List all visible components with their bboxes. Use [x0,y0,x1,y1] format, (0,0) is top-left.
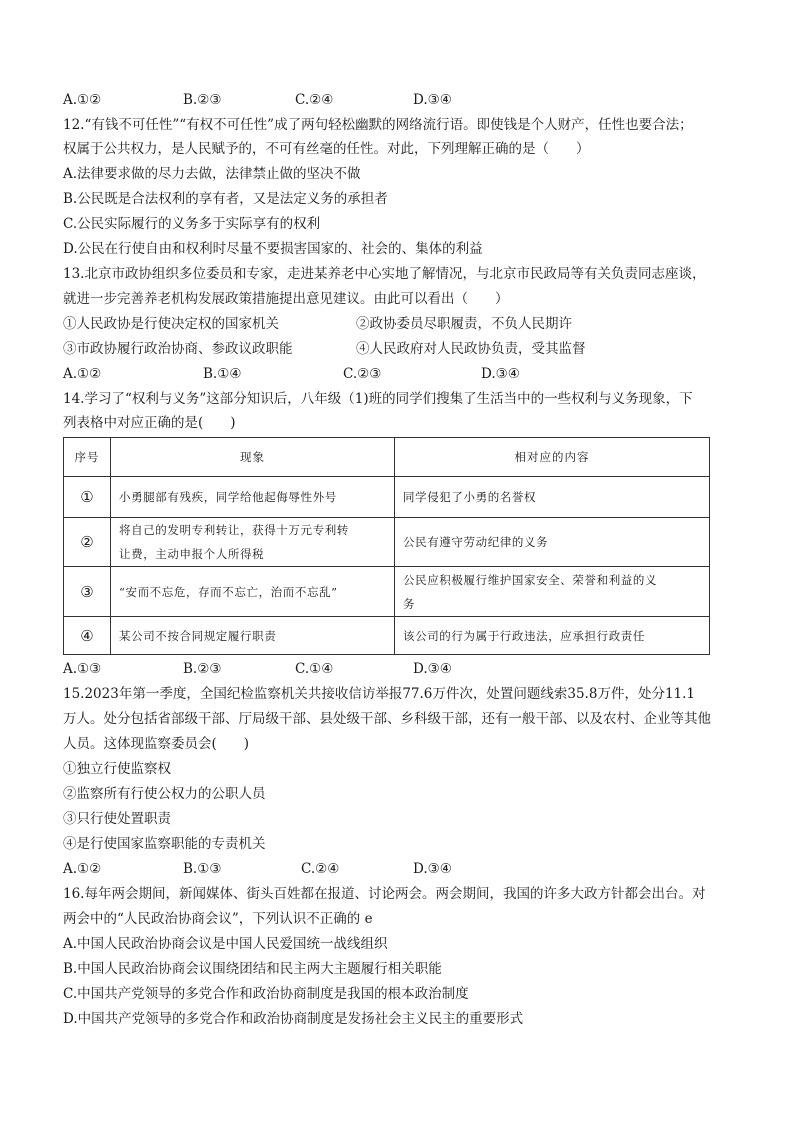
q14-stem-line-1: 14.学习了“权利与义务”这部分知识后，八年级（1)班的同学们搜集了生活当中的一些权利与义务现象，下 [63,391,693,407]
q12-stem-line-2: 权属于公共权力，是人民赋予的，不可有丝毫的任性。对此，下列理解正确的是（ ） [63,141,590,157]
row-content: 该公司的行为属于行政违法，应承担行政责任 [395,617,710,655]
q11-option-d: D.③④ [413,92,452,108]
q13-item-4: ④人民政府对人民政协负责，受其监督 [356,341,586,357]
q13-item-2: ②政协委员尽职履责，不负人民期许 [356,316,572,332]
q13-option-c: C.②③ [343,366,382,382]
row-content-line-1: 公民应积极履行维护国家安全、荣誉和利益的义 [403,572,658,587]
row-phenomenon: “安而不忘危，存而不忘亡，治而不忘乱” [111,567,395,617]
q15-item-4: ④是行使国家监察职能的专责机关 [63,836,266,852]
q15-option-b: B.①③ [183,861,222,877]
q12-option-a: A.法律要求做的尽力去做，法律禁止做的坚决不做 [63,166,361,182]
q16-option-b: B.中国人民政治协商会议围绕团结和民主两大主题履行相关职能 [63,961,442,977]
q14-stem-line-2: 列表格中对应正确的是( ) [63,415,236,431]
q13-option-b: B.①④ [203,366,242,382]
table-row [64,518,710,567]
q15-option-a: A.①② [63,861,102,877]
q12-stem-line-1: 12.“有钱不可任性”“有权不可任性”成了两句轻松幽默的网络流行语。即使钱是个人财产，任性也要合法； [63,117,693,133]
table-header-content: 相对应的内容 [395,438,710,477]
q13-stem-line-1: 13.北京市政协组织多位委员和专家，走进某养老中心实地了解情况，与北京市民政局等有关负责同志座谈， [63,266,706,282]
q11-option-b: B.②③ [183,92,222,108]
q16-stem-line-1: 16.每年两会期间，新闻媒体、街头百姓都在报道、讨论两会。两会期间，我国的许多大政方针都会出台。对 [63,886,706,902]
row-phenomenon: 小勇腿部有残疾，同学给他起侮辱性外号 [111,477,395,518]
row-number: ④ [64,617,111,655]
table-row [64,617,710,655]
q16-option-d: D.中国共产党领导的多党合作和政治协商制度是发扬社会主义民主的重要形式 [63,1011,524,1027]
row-number: ③ [64,567,111,617]
row-number: ① [64,477,111,518]
table-header-no: 序号 [64,438,111,477]
row-phenomenon: 某公司不按合同规定履行职责 [111,617,395,655]
q15-stem-line-1: 15.2023年第一季度，全国纪检监察机关共接收信访举报77.6万件次，处置问题线索35.8万件，处分11.1 [63,686,696,702]
q11-option-a: A.①② [63,92,102,108]
row-phenomenon-line-2: 让费，主动申报个人所得税 [119,547,265,561]
q13-option-d: D.③④ [481,366,520,382]
q13-item-3: ③市政协履行政治协商、参政议政职能 [63,341,293,357]
table-header-row [64,438,710,477]
q11-option-c: C.②④ [295,92,334,108]
q14-option-c: C.①④ [295,661,334,677]
row-content: 同学侵犯了小勇的名誉权 [395,477,710,518]
q12-option-b: B.公民既是合法权利的享有者，又是法定义务的承担者 [63,191,388,207]
q12-option-d: D.公民在行使自由和权利时尽量不要损害国家的、社会的、集体的利益 [63,241,483,257]
row-content [395,567,710,617]
row-phenomenon [111,518,395,567]
q14-option-d: D.③④ [413,661,452,677]
q15-option-c: C.②④ [301,861,340,877]
q13-item-1: ①人民政协是行使决定权的国家机关 [63,316,279,332]
q16-option-c: C.中国共产党领导的多党合作和政治协商制度是我国的根本政治制度 [63,986,469,1002]
q15-item-3: ③只行使处置职责 [63,811,171,827]
q13-option-a: A.①② [63,366,102,382]
q16-stem-line-2: 两会中的“人民政治协商会议”，下列认识不正确的 e [63,911,373,927]
q13-stem-line-2: 就进一步完善养老机构发展政策措施提出意见建议。由此可以看出（ ） [63,291,509,307]
q12-option-c: C.公民实际履行的义务多于实际享有的权利 [63,216,321,232]
q15-stem-line-2: 万人。处分包括省部级干部、厅局级干部、县处级干部、乡科级干部，还有一般干部、以及农村、企业等其他 [63,711,711,727]
table-row [64,567,710,617]
q14-table [63,437,710,655]
table-header-phenomenon: 现象 [111,438,395,477]
q14-option-b: B.②③ [183,661,222,677]
row-phenomenon-line-1: 将自己的发明专利转让，获得十万元专利转 [119,523,349,537]
row-content-line-2: 务 [403,596,416,611]
q15-option-d: D.③④ [413,861,452,877]
q14-option-a: A.①③ [63,661,102,677]
q15-item-2: ②监察所有行使公权力的公职人员 [63,786,266,802]
row-content: 公民有遵守劳动纪律的义务 [395,518,710,567]
table-row [64,477,710,518]
q15-item-1: ①独立行使监察权 [63,761,171,777]
q15-stem-line-3: 人员。这体现监察委员会( ) [63,736,250,752]
q16-option-a: A.中国人民政治协商会议是中国人民爱国统一战线组织 [63,936,388,952]
row-number: ② [64,518,111,567]
